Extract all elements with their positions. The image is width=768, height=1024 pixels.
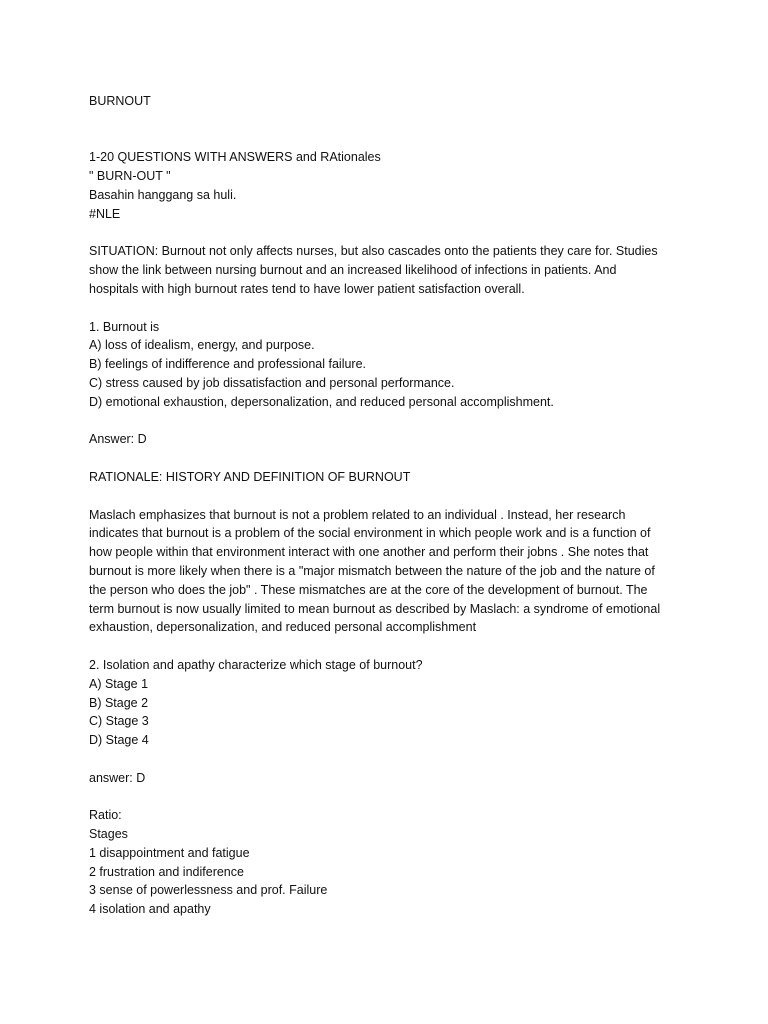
spacer (89, 224, 689, 243)
document-title: BURNOUT (89, 94, 151, 108)
spacer (89, 750, 689, 769)
question-text: 2. Isolation and apathy characterize which stage of burnout? (89, 657, 423, 672)
intro-line: " BURN-OUT " (89, 169, 171, 184)
stage-item: 3 sense of powerlessness and prof. Failure (89, 883, 328, 898)
spacer (89, 111, 689, 130)
rationale-heading: RATIONALE: HISTORY AND DEFINITION OF BURNOUT (89, 469, 411, 484)
intro-line: Basahin hanggang sa huli. (89, 187, 237, 202)
situation-line: SITUATION: Burnout not only affects nurses, but also cascades onto the patients they care for. Studies (89, 244, 658, 259)
ratio-heading: Ratio: (89, 808, 122, 823)
answer-option: A) Stage 1 (89, 676, 149, 691)
situation-line: hospitals with high burnout rates tend to have lower patient satisfaction overall. (89, 281, 525, 296)
rationale-line: the person who does the job" . These mismatches are at the core of the development of burnout. The (89, 582, 648, 597)
document-page (89, 92, 689, 919)
rationale-line: how people within that environment interact with one another and perform their jobns . She notes that (89, 545, 649, 560)
answer-key: Answer: D (89, 432, 147, 447)
spacer (89, 487, 689, 506)
rationale-line: burnout is more likely when there is a "major mismatch between the nature of the job and the nature of (89, 563, 655, 578)
spacer (89, 787, 689, 806)
intro-line: #NLE (89, 206, 121, 221)
answer-option: D) Stage 4 (89, 733, 149, 748)
answer-key: answer: D (89, 770, 146, 785)
answer-option: D) emotional exhaustion, depersonalization, and reduced personal accomplishment. (89, 394, 554, 409)
answer-option: C) stress caused by job dissatisfaction and personal performance. (89, 375, 455, 390)
question-text: 1. Burnout is (89, 319, 160, 334)
spacer (89, 449, 689, 468)
answer-option: A) loss of idealism, energy, and purpose. (89, 338, 315, 353)
answer-option: C) Stage 3 (89, 714, 149, 729)
spacer (89, 637, 689, 656)
stage-item: 4 isolation and apathy (89, 902, 211, 917)
stage-item: 2 frustration and indiference (89, 864, 244, 879)
intro-line: 1-20 QUESTIONS WITH ANSWERS and RAtionales (89, 150, 381, 165)
rationale-line: exhaustion, depersonalization, and reduced personal accomplishment (89, 620, 477, 635)
answer-option: B) Stage 2 (89, 695, 149, 710)
ratio-block (89, 806, 689, 919)
situation-paragraph (89, 242, 689, 298)
answer-option: B) feelings of indifference and professional failure. (89, 357, 367, 372)
spacer (89, 412, 689, 431)
stage-item: 1 disappointment and fatigue (89, 845, 250, 860)
rationale-line: indicates that burnout is a problem of the social environment in which people work and is a function of (89, 526, 651, 541)
stages-heading: Stages (89, 827, 128, 842)
intro-block (89, 148, 689, 223)
rationale-line: term burnout is now usually limited to mean burnout as described by Maslach: a syndrome of emotional (89, 601, 661, 616)
situation-line: show the link between nursing burnout and an increased likelihood of infections in patients. And (89, 263, 617, 278)
question-2 (89, 656, 689, 750)
spacer (89, 299, 689, 318)
spacer (89, 130, 689, 149)
rationale-line: Maslach emphasizes that burnout is not a problem related to an individual . Instead, her research (89, 507, 626, 522)
question-1 (89, 318, 689, 412)
rationale-paragraph (89, 506, 689, 638)
